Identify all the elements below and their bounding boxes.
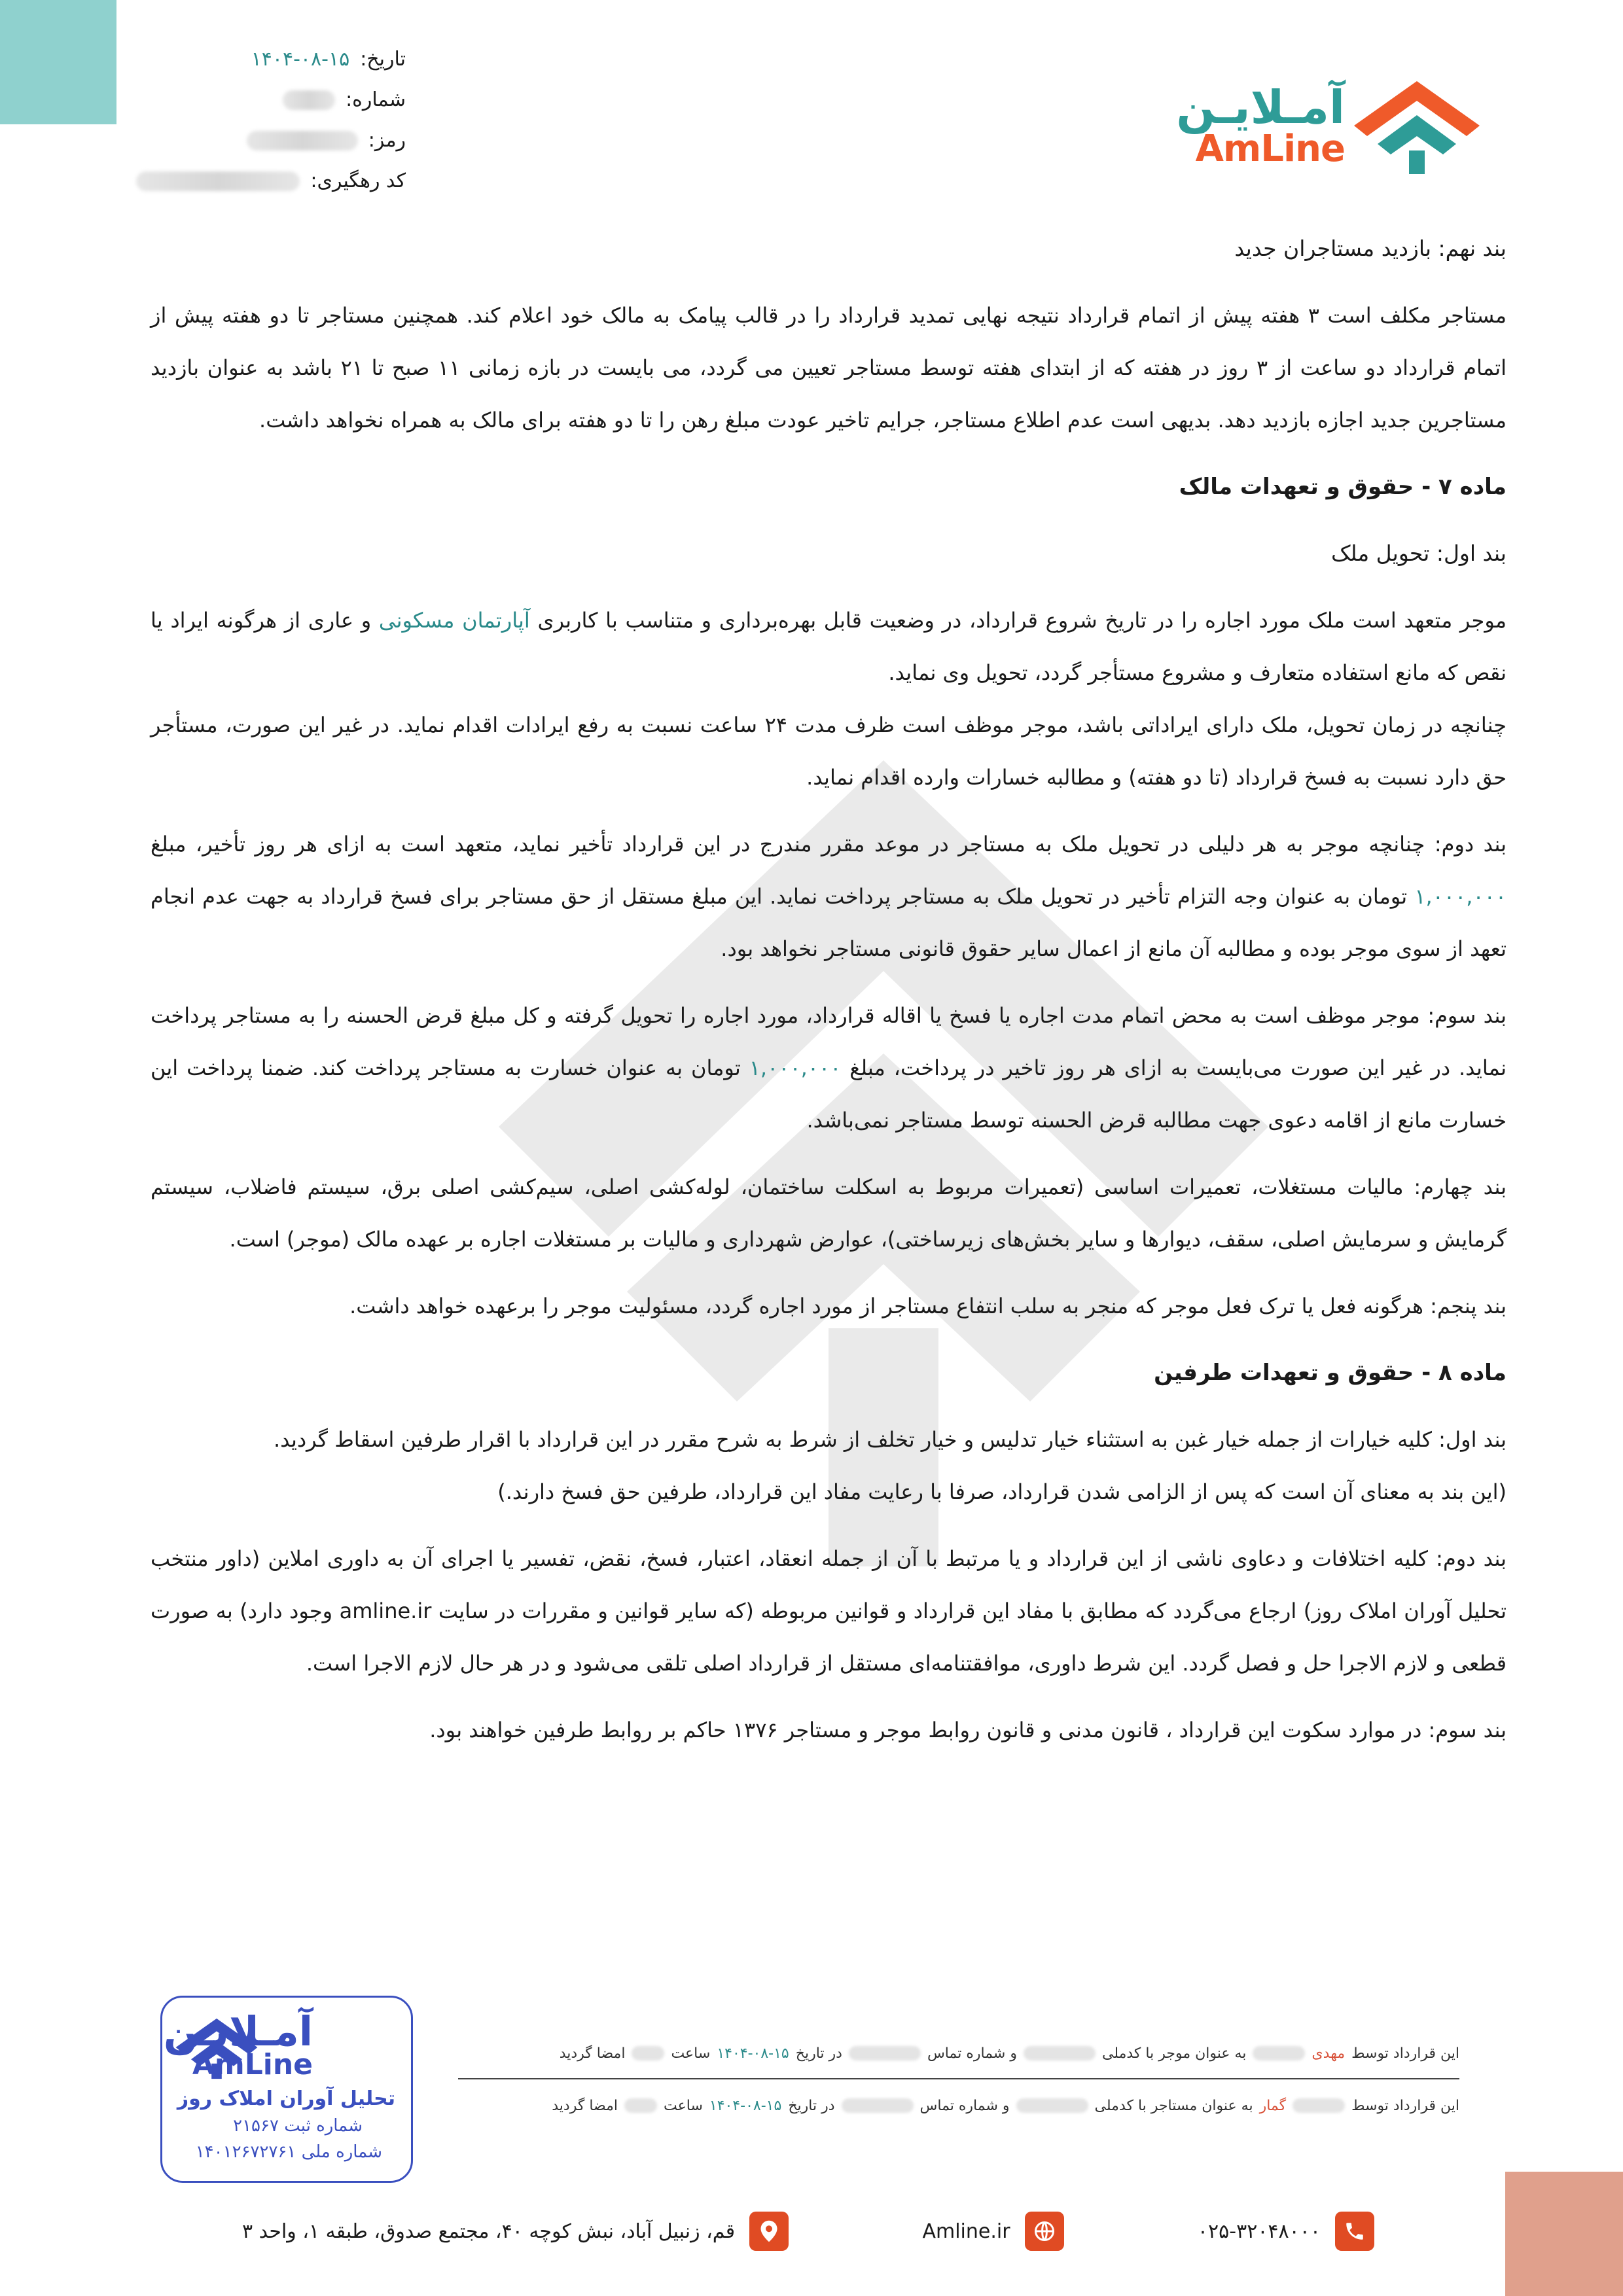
sig-text: به عنوان موجر با کدملی <box>1101 2045 1247 2062</box>
redacted-phone <box>842 2098 914 2113</box>
date-value: ۱۴۰۴-۰۸-۱۵ <box>251 48 350 71</box>
date-label: تاریخ: <box>360 48 406 71</box>
property-type-highlight: آپارتمان مسکونی <box>378 608 530 633</box>
tenant-sign-date: ۱۴۰۴-۰۸-۱۵ <box>709 2097 782 2114</box>
stamp-wordmark-fa: آمـلایـن <box>163 2007 313 2055</box>
date-row <box>136 39 406 80</box>
divider <box>458 2078 1459 2079</box>
penalty-amount: ۱,۰۰۰,۰۰۰ <box>1414 884 1507 909</box>
section-9-body: مستاجر مکلف است ۳ هفته پیش از اتمام قرارداد نتیجه نهایی تمدید قرارداد را در قالب پیامک به مالک خود اعلام کند. همچنین مستاجر تا دو هفته پیش از اتمام قرارداد دو ساعت از ۳ روز در هفته که از ابتدای هفته توسط مستاجر تعیین می گردد، می بایست در بازه زمانی ۱۱ صبح تا ۲۱ باشد به عنوان بازدید مستاجرین جدید اجازه بازدید دهد. بدیهی است عدم اطلاع مستاجر، جرایم تاخیر عودت مبلغ رهن را تا دو هفته برای مالک به همراه نخواهد داشت. <box>151 303 1507 433</box>
redacted-tracking-code <box>136 171 300 191</box>
tenant-signature-line <box>458 2087 1459 2124</box>
sig-text: این قرارداد توسط <box>1351 2045 1459 2062</box>
redacted-number <box>283 90 335 110</box>
sig-text: امضا گردید <box>552 2097 618 2114</box>
text-span: تومان به عنوان خسارت به مستاجر پرداخت کند. ضمنا پرداخت این خسارت مانع از اقامه دعوی جهت مطالبه قرض الحسنه توسط مستاجر نمی‌باشد. <box>151 1055 1507 1133</box>
article-8-clause-2: بند دوم: کلیه اختلافات و دعاوی ناشی از این قرارداد و یا مرتبط با آن از جمله انعقاد، اعتبار، فسخ، نقض، تفسیر یا اجرای آن به داوری املاین (داور منتخب تحلیل آوران املاک روز) ارجاع می‌گردد که مطابق با مفاد این قرارداد و قوانین مربوطه (که سایر قوانین و مقررات در سایت amline.ir وجود دارد) به صورت قطعی و لازم الاجرا حل و فصل گردد. این شرط داوری، موافقتنامه‌ای مستقل از قرارداد اصلی تلقی می‌شود و در هر حال لازم الاجرا است. <box>151 1546 1507 1676</box>
tracking-row <box>136 161 406 202</box>
redacted-national-id <box>1016 2098 1088 2113</box>
redacted-surname <box>1253 2046 1305 2060</box>
corner-decoration-teal <box>0 0 116 124</box>
landlord-name: مهدی <box>1311 2045 1346 2062</box>
stamp-company-name: تحلیل آوران املاک روز <box>177 2087 395 2110</box>
sig-text: ساعت <box>664 2097 703 2114</box>
redacted-first-name <box>1293 2098 1345 2113</box>
redacted-time <box>632 2046 664 2060</box>
article-7-clause-3 <box>151 989 1507 1146</box>
address-text: قم، زنبیل آباد، نبش کوچه ۴۰، مجتمع صدوق، طبقه ۱، واحد ۳ <box>242 2219 736 2243</box>
logo-wordmark-en: AmLine <box>1195 128 1345 170</box>
stamp-wordmark-en: AmLine <box>192 2048 313 2081</box>
redacted-phone <box>849 2046 921 2060</box>
article-7-clause-5: بند پنجم: هرگونه فعل یا ترک فعل موجر که منجر به سلب انتفاع مستاجر از مورد اجاره گردد، مسئولیت موجر را برعهده خواهد داشت. <box>349 1294 1507 1318</box>
document-meta <box>136 39 406 202</box>
article-7-clause-1-title: بند اول: تحویل ملک <box>1331 540 1507 566</box>
text-span: موجر متعهد است ملک مورد اجاره را در تاریخ شروع قرارداد، در وضعیت قابل بهره‌برداری و متناسب با کاربری <box>529 608 1507 633</box>
password-label: رمز: <box>368 129 406 152</box>
company-stamp <box>160 1996 413 2183</box>
landlord-sign-date: ۱۴۰۴-۰۸-۱۵ <box>717 2045 789 2062</box>
article-7-clause-1-para-2: چنانچه در زمان تحویل، ملک دارای ایراداتی باشد، موجر موظف است ظرف مدت ۲۴ ساعت نسبت به رفع ایرادات اقدام نماید. در غیر این صورت، مستأجر حق دارد نسبت به فسخ قرارداد (تا دو هفته) و مطالبه خسارات وارده اقدام نماید. <box>151 713 1507 790</box>
sig-text: و شماره تماس <box>927 2045 1017 2062</box>
website-link[interactable]: Amline.ir <box>922 2219 1010 2243</box>
footer-phone <box>1198 2212 1374 2251</box>
page-footer <box>242 2208 1374 2254</box>
password-row <box>136 120 406 161</box>
number-row <box>136 80 406 120</box>
article-7-clause-2 <box>151 818 1507 975</box>
redacted-national-id <box>1024 2046 1096 2060</box>
tracking-label: کد رهگیری: <box>310 169 406 192</box>
sig-text: و شماره تماس <box>919 2097 1010 2114</box>
footer-website <box>922 2212 1063 2251</box>
article-8-clause-3: بند سوم: در موارد سکوت این قرارداد ، قانون مدنی و قانون روابط موجر و مستاجر ۱۳۷۶ حاکم بر روابط طرفین خواهند بود. <box>429 1718 1507 1742</box>
location-pin-icon <box>749 2212 789 2251</box>
sig-text: در تاریخ <box>795 2045 842 2062</box>
article-8-clause-1-line-1: بند اول: کلیه خیارات از جمله خیار غبن به استثناء خیار تدلیس و خیار تخلف از شرط به شرح مقرر در این قرارداد با اقرار طرفین اسقاط گردید. <box>274 1427 1507 1452</box>
phone-number: ۰۲۵-۳۲۰۴۸۰۰۰ <box>1197 2219 1321 2243</box>
footer-address <box>242 2212 789 2251</box>
article-7-title: ماده ۷ - حقوق و تعهدات مالک <box>1179 474 1507 500</box>
text-span: و عاری از هرگونه ایراد یا نقص که مانع استفاده متعارف و مشروع مستأجر گردد، تحویل وی نماید. <box>151 608 1507 685</box>
company-logo <box>1176 72 1482 180</box>
article-8-clause-1-line-2: (این بند به معنای آن است که پس از الزامی شدن قرارداد، صرفا با رعایت مفاد این قرارداد، طرفین حق فسخ دارند.) <box>497 1479 1507 1504</box>
globe-icon <box>1025 2212 1064 2251</box>
stamp-national-id: شماره ملی ۱۴۰۱۲۶۷۲۷۶۱ <box>195 2142 382 2162</box>
sig-text: ساعت <box>671 2045 711 2062</box>
text-span: بند دوم: چنانچه موجر به هر دلیلی در تحویل ملک به مستاجر در موعد مقرر مندرج در این قرارداد تأخیر نماید، متعهد است به ازای هر روز تأخیر، مبلغ <box>151 832 1507 857</box>
section-9-title: بند نهم: بازدید مستاجران جدید <box>1234 236 1507 261</box>
landlord-signature-line <box>458 2035 1459 2072</box>
text-span: تومان به عنوان وجه التزام تأخیر در تحویل ملک به مستاجر پرداخت نماید. این مبلغ مستقل از حق مستاجر برای فسخ قرارداد به جهت عدم انجام تعهد از سوی موجر بوده و مطالبه آن مانع از اعمال سایر حقوق قانونی مستاجر نخواهد بود. <box>151 884 1507 961</box>
corner-decoration-salmon <box>1505 2172 1623 2296</box>
sig-text: امضا گردید <box>559 2045 626 2062</box>
sig-text: در تاریخ <box>788 2097 835 2114</box>
phone-icon <box>1335 2212 1374 2251</box>
signature-block <box>458 2035 1459 2124</box>
article-7-clause-4: بند چهارم: مالیات مستغلات، تعمیرات اساسی (تعمیرات مربوط به اسکلت ساختمان، لوله‌کشی اصلی، سیم‌کشی اصلی برق، سیستم فاضلاب، سیستم گرمایش و سرمایش اصلی، سقف، دیوارها و سایر بخش‌های زیرساختی)، عوارض شهرداری و مالیات بر مستغلات اجاره بر عهده مالک (موجر) است. <box>151 1174 1507 1252</box>
redacted-password <box>247 131 358 150</box>
stamp-registration-number: شماره ثبت ۲۱۵۶۷ <box>233 2116 363 2136</box>
number-label: شماره: <box>346 88 406 111</box>
article-7-clause-1-para-1 <box>151 594 1507 699</box>
article-8-title: ماده ۸ - حقوق و تعهدات طرفین <box>1154 1360 1507 1386</box>
logo-house-icon <box>1351 79 1482 177</box>
penalty-amount: ۱,۰۰۰,۰۰۰ <box>749 1055 842 1080</box>
sig-text: به عنوان مستاجر با کدملی <box>1094 2097 1253 2114</box>
redacted-time <box>624 2098 657 2113</box>
text-span: بند سوم: موجر موظف است به محض اتمام مدت اجاره یا فسخ یا اقاله قرارداد، مورد اجاره را تحویل گرفته و کل مبلغ قرض الحسنه را به مستاجر پرداخت نماید. در غیر این صورت می‌بایست به ازای هر روز تاخیر در پرداخت، مبلغ <box>151 1003 1507 1080</box>
logo-wordmark-fa: آمـلایـن <box>1176 80 1345 134</box>
contract-body <box>151 222 1507 1756</box>
tenant-name: گمار <box>1259 2097 1287 2114</box>
sig-text: این قرارداد توسط <box>1351 2097 1459 2114</box>
